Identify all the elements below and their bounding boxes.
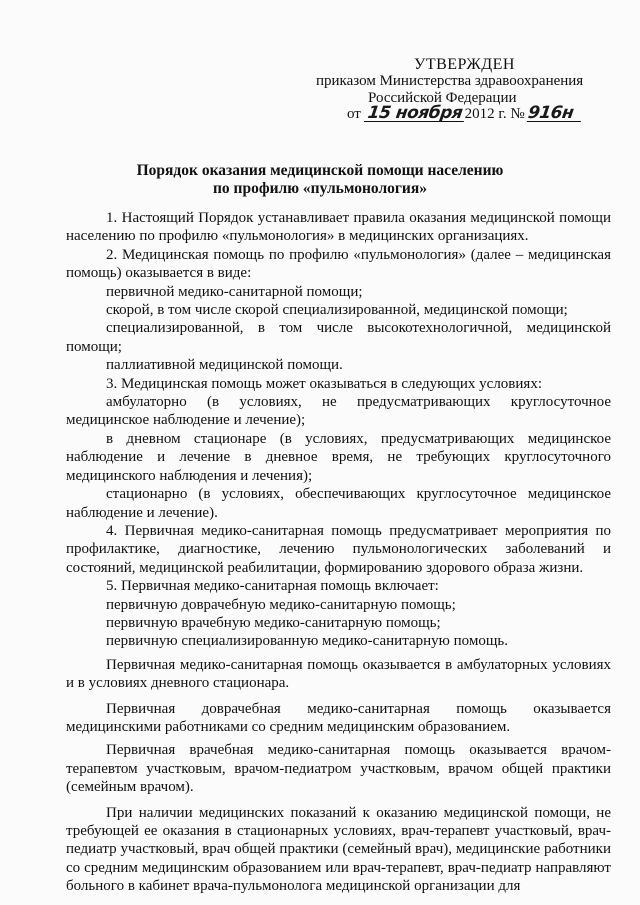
paragraph: Первичная доврачебная медико-санитарная помощь оказывается медицинскими работниками со средним медицинским образованием. [66, 700, 611, 735]
paragraph-1: 1. Настоящий Порядок устанавливает правила оказания медицинской помощи населению по профилю «пульмонология» в медицинских организациях. [66, 210, 611, 245]
list-item: первичную специализированную медико-санитарную помощь. [106, 633, 508, 650]
paragraph: Первичная медико-санитарная помощь оказывается в амбулаторных условиях и в условиях дневного стационара. [66, 656, 611, 692]
list-item: стационарно (в условиях, обеспечивающих круглосуточное медицинское наблюдение и лечение). [66, 486, 611, 521]
paragraph-5: 5. Первичная медико-санитарная помощь включает: [106, 578, 439, 595]
list-item: специализированной, в том числе высокотехнологичной, медицинской помощи; [66, 320, 611, 355]
list-item: паллиативной медицинской помощи. [106, 357, 343, 374]
title-line-1: Порядок оказания медицинской помощи населению [136, 162, 504, 179]
list-item: первичную доврачебную медико-санитарную помощь; [106, 596, 456, 613]
approval-federation-line: Российской Федерации [368, 90, 517, 106]
approval-order-line: приказом Министерства здравоохранения [316, 73, 584, 89]
document-title [0, 162, 640, 198]
document-body [66, 209, 611, 896]
list-item: скорой, в том числе скорой специализированной, медицинской помощи; [106, 302, 568, 319]
paragraph-2: 2. Медицинская помощь по профилю «пульмонология» (далее – медицинская помощь) оказывается в виде: [66, 246, 611, 282]
paragraph-4: 4. Первичная медико-санитарная помощь предусматривает мероприятия по профилактике, диагностике, лечению пульмонологических заболеваний и состояний, медицинской реабилитации, формированию здорового образа жизни. [66, 522, 611, 576]
date-prefix: от [347, 106, 361, 122]
paragraph: Первичная врачебная медико-санитарная помощь оказывается врачом-терапевтом участковым, врачом-педиатром участковым, врачом общей практики (семейным врачом). [66, 742, 611, 796]
paragraph: При наличии медицинских показаний к оказанию медицинской помощи, не требующей ее оказания в стационарных условиях, врач-терапевт участковый, врач-педиатр участковый, врач общей практики (семейный врач), медицинские работники со средним медицинским образованием или врач-терапевт, врач-педиатр направляют больного в кабинет врача-пульмонолога медицинской организации для [66, 804, 611, 895]
handwritten-number: 916н [527, 105, 583, 122]
title-line-2: по профилю «пульмонология» [213, 180, 427, 197]
year-text: 2012 г. № [464, 106, 525, 122]
handwritten-date: 15 ноября [363, 105, 465, 122]
paragraph-3: 3. Медицинская помощь может оказываться в следующих условиях: [106, 375, 542, 392]
list-item: первичной медико-санитарной помощи; [106, 283, 363, 300]
approval-date-line [347, 105, 582, 123]
list-item: первичную врачебную медико-санитарную помощь; [106, 614, 441, 631]
approval-title: УТВЕРЖДЕН [414, 56, 515, 73]
list-item: амбулаторно (в условиях, не предусматривающих круглосуточное медицинское наблюдение и лечение); [66, 394, 611, 429]
list-item: в дневном стационаре (в условиях, предусматривающих медицинское наблюдение и лечение в дневное время, не требующих круглосуточного медицинского наблюдения и лечения); [66, 430, 611, 484]
